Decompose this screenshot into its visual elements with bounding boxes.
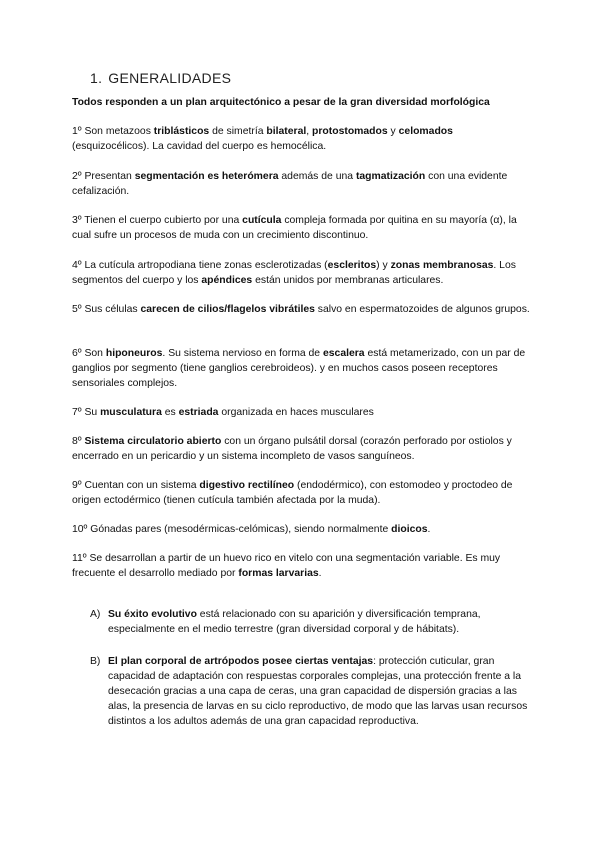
bold-text: tagmatización [355,171,426,182]
text-run: (endodérmico), con estomodeo y proctodeo de origen ectodérmico (tienen cutícula también afectada por la muda). [72,480,513,506]
bold-text: triblásticos [153,126,210,137]
bold-text: digestivo rectilíneo [199,480,295,491]
bold-text: segmentación es heterómera [134,171,279,182]
text-run: (esquizocélicos). La cavidad del cuerpo es hemocélica. [72,141,327,152]
paragraph-10 [72,522,532,537]
text-run: están unidos por membranas articulares. [252,275,444,286]
text-run: organizada en haces musculares [218,407,374,418]
text-run: está relacionado con su aparición y diversificación temprana, especialmente en el medio terrestre (gran diversidad corporal y de hábitats). [108,609,481,635]
text-run: 3º Tienen el cuerpo cubierto por una [72,215,243,226]
paragraph-2 [72,169,532,199]
bold-text: protostomados [312,126,388,137]
text-run: . [318,568,322,579]
list-marker: A) [90,609,101,620]
bold-text: musculatura [100,407,162,418]
text-run: ) y [376,260,391,271]
section-heading [90,71,231,86]
bold-text: formas larvarias [238,568,319,579]
list-item-body [108,654,530,729]
list-item-body [108,607,530,637]
paragraph-4 [72,258,532,288]
text-run: 10º Gónadas pares (mesodérmicas-celómicas), siendo normalmente [72,524,392,535]
paragraph-8 [72,434,532,464]
text-run: con una evidente cefalización. [72,171,508,197]
text-run: , [306,126,313,137]
text-run: con un órgano pulsátil dorsal (corazón perforado por ostiolos y encerrado en un pericardio y un sistema incompleto de vasos sanguíneos. [72,436,512,462]
text-run: 9º Cuentan con un sistema [72,480,200,491]
paragraph-1 [72,124,532,154]
text-run: : protección cuticular, gran capacidad de adaptación con respuestas corporales complejas, una protección frente a la desecación gracias a una capa de ceras, una gran capacidad de dispersión gracias a las alas, la presencia de larvas en su ciclo reproductivo, de modo que las larvas usan recursos distintos a los adultos además de una gran capacidad reproductiva. [108,656,528,727]
text-run: compleja formada por quitina en su mayoría (α), la cual sufre un procesos de muda con un crecimiento discontinuo. [72,215,517,241]
bold-text: apéndices [201,275,253,286]
text-run: además de una [278,171,356,182]
text-run: 7º Su [72,407,101,418]
paragraph-6 [72,346,532,391]
text-run: . [427,524,431,535]
bold-text: El plan corporal de artrópodos posee ciertas ventajas [108,656,374,667]
text-run: 6º Son [72,348,106,359]
text-run: 11º Se desarrollan a partir de un huevo rico en vitelo con una segmentación variable. Es muy frecuente el desarrollo mediado por [72,553,501,579]
text-run: 1º Son metazoos [72,126,154,137]
section-subtitle: Todos responden a un plan arquitectónico a pesar de la gran diversidad morfológica [72,97,490,108]
paragraph-11 [72,551,532,581]
bold-text: dioicos [391,524,428,535]
bold-text: Sistema circulatorio abierto [84,436,222,447]
bold-text: cutícula [242,215,282,226]
bold-text: Su éxito evolutivo [108,609,197,620]
bold-text: zonas membranosas [390,260,494,271]
bold-text: escleritos [327,260,377,271]
bold-text: escalera [322,348,365,359]
text-run: 8º [72,436,85,447]
bold-text: bilateral [266,126,307,137]
text-run: . Su sistema nervioso en forma de [162,348,323,359]
bold-text: celomados [398,126,453,137]
list-marker: B) [90,656,101,667]
text-run: 2º Presentan [72,171,135,182]
text-run: y [387,126,399,137]
paragraph-9 [72,478,532,508]
bold-text: carecen de cilios/flagelos vibrátiles [140,304,315,315]
text-run: de simetría [209,126,267,137]
heading-number: 1. [90,70,103,86]
text-run: 5º Sus células [72,304,141,315]
text-run: . Los segmentos del cuerpo y los [72,260,516,286]
text-run: salvo en espermatozoides de algunos grupos. [314,304,530,315]
text-run: es [161,407,179,418]
bold-text: hiponeuros [105,348,163,359]
list-item-a [90,607,530,637]
paragraph-3 [72,213,532,243]
list-item-b [90,654,530,729]
heading-text: GENERALIDADES [108,70,232,86]
text-run: 4º La cutícula artropodiana tiene zonas esclerotizadas ( [72,260,328,271]
text-run: está metamerizado, con un par de ganglios por segmento (tiene ganglios cerebroideos). y en muchos casos poseen receptores sensoriales complejos. [72,348,526,389]
paragraph-5 [72,302,532,317]
paragraph-7 [72,405,532,420]
bold-text: estriada [178,407,219,418]
